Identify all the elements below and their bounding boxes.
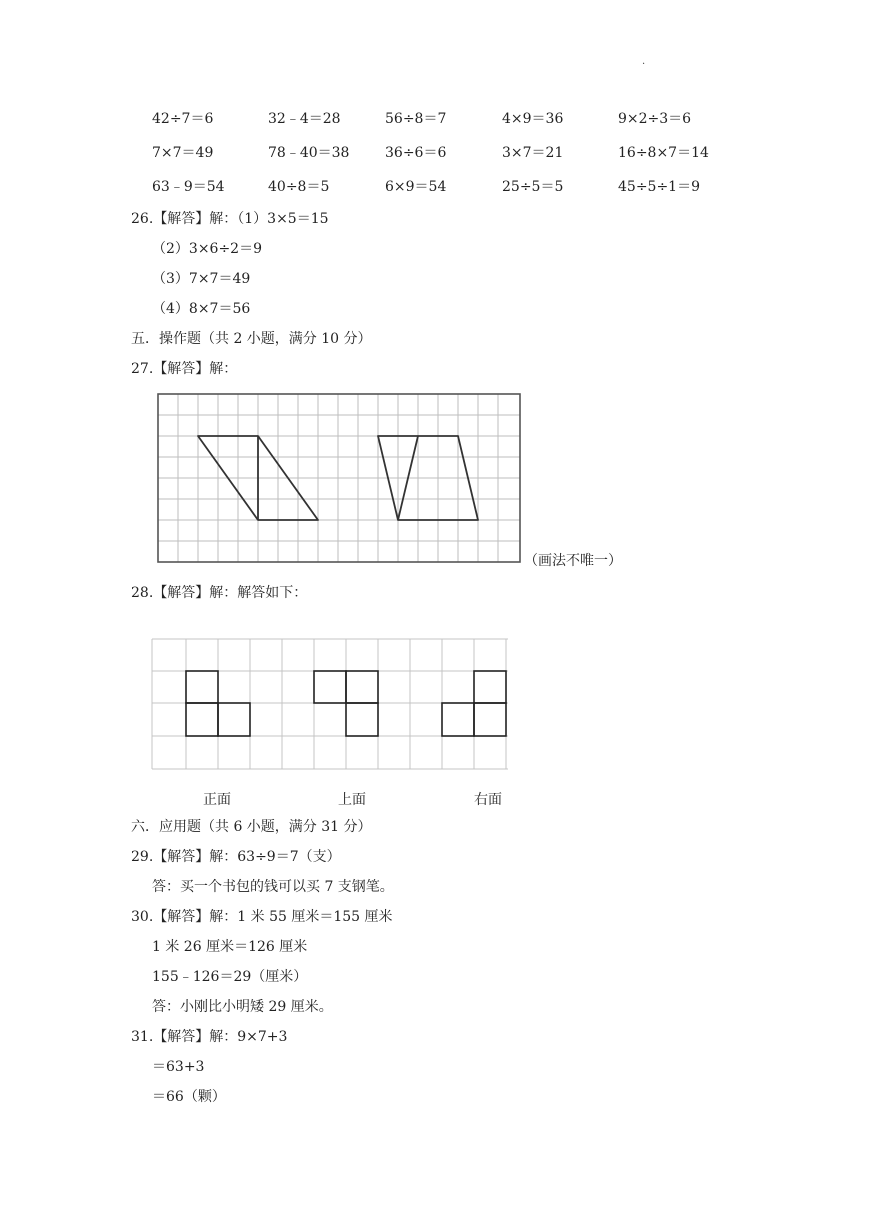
arith-item: 16÷8×7＝14 — [618, 145, 709, 161]
q29-answer: 答：买一个书包的钱可以买 7 支钢笔。 — [152, 879, 394, 895]
section-heading-6: 六．应用题（共 6 小题，满分 31 分） — [131, 819, 372, 835]
arith-row — [152, 108, 792, 128]
arith-item: 3×7＝21 — [502, 145, 564, 161]
q27-note: （画法不唯一） — [524, 553, 622, 569]
q26-line: （3）7×7＝49 — [152, 271, 251, 287]
top-view-shape — [314, 671, 378, 736]
q30-line: 155﹣126＝29（厘米） — [152, 969, 308, 985]
arith-item: 36÷6＝6 — [385, 145, 447, 161]
q31-line: ＝66（颗） — [152, 1089, 226, 1105]
view-label-right: 右面 — [474, 792, 502, 808]
q30-head: 30.【解答】解：1 米 55 厘米＝155 厘米 — [131, 909, 393, 925]
q30-answer: 答：小刚比小明矮 29 厘米。 — [152, 999, 333, 1015]
arith-item: 32﹣4＝28 — [268, 111, 341, 127]
view-label-top: 上面 — [338, 792, 366, 808]
q28-head: 28.【解答】解：解答如下： — [131, 585, 308, 601]
q27-grid-figure — [156, 392, 522, 564]
q31-line: ＝63+3 — [152, 1059, 205, 1075]
arith-item: 63﹣9＝54 — [152, 179, 225, 195]
arith-row — [152, 176, 792, 196]
arith-item: 25÷5＝5 — [502, 179, 564, 195]
q30-line: 1 米 26 厘米＝126 厘米 — [152, 939, 308, 955]
q29-head: 29.【解答】解：63÷9＝7（支） — [131, 849, 341, 865]
q26-line: （4）8×7＝56 — [152, 301, 251, 317]
q27-head: 27.【解答】解： — [131, 361, 238, 377]
arith-item: 6×9＝54 — [385, 179, 447, 195]
arith-item: 4×9＝36 — [502, 111, 564, 127]
right-view-shape — [442, 671, 506, 736]
arith-item: 56÷8＝7 — [385, 111, 447, 127]
q26-line: （2）3×6÷2＝9 — [152, 241, 262, 257]
arith-item: 78﹣40＝38 — [268, 145, 350, 161]
header-mark: . — [642, 56, 646, 67]
arith-item: 45÷5÷1＝9 — [618, 179, 700, 195]
arith-row — [152, 142, 792, 162]
q28-views-grid — [150, 637, 510, 773]
arith-item: 7×7＝49 — [152, 145, 214, 161]
arith-item: 9×2÷3＝6 — [618, 111, 692, 127]
q26-head: 26.【解答】解：（1）3×5＝15 — [131, 211, 329, 227]
section-heading-5: 五．操作题（共 2 小题，满分 10 分） — [131, 331, 372, 347]
view-label-front: 正面 — [203, 792, 231, 808]
q31-head: 31.【解答】解：9×7+3 — [131, 1029, 288, 1045]
front-view-shape — [186, 671, 250, 736]
arith-item: 42÷7＝6 — [152, 111, 214, 127]
arith-item: 40÷8＝5 — [268, 179, 330, 195]
